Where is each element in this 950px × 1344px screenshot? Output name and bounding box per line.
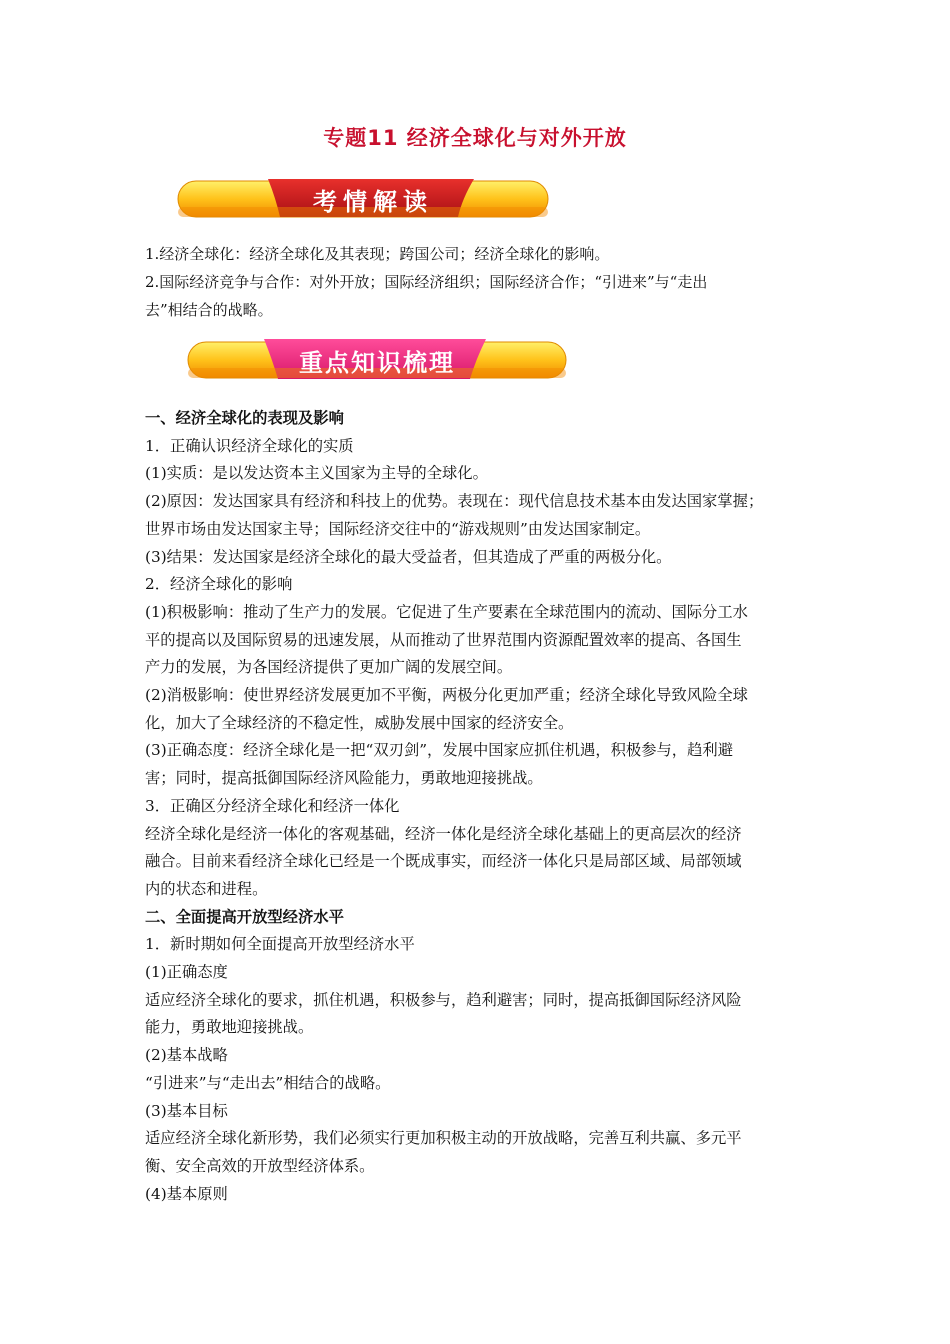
text-line: 融合。目前来看经济全球化已经是一个既成事实，而经济一体化只是局部区域、局部领域 [145,852,742,871]
section-heading: 二、全面提高开放型经济水平 [145,907,344,926]
subheading: 1．正确认识经济全球化的实质 [145,436,354,455]
text-line: 世界市场由发达国家主导；国际经济交往中的“游戏规则”由发达国家制定。 [145,519,651,538]
text-line: 内的状态和进程。 [145,879,268,898]
text-line: 平的提高以及国际贸易的迅速发展，从而推动了世界范围内资源配置效率的提高、各国生 [145,630,742,649]
intro-line: 去”相结合的战略。 [145,301,273,319]
banner-key-knowledge [186,337,568,383]
text-line: (2)消极影响：使世界经济发展更加不平衡，两极分化更加严重；经济全球化导致风险全球 [145,686,748,705]
text-line: (1)积极影响：推动了生产力的发展。它促进了生产要素在全球范围内的流动、国际分工水 [145,602,748,621]
section-heading: 一、经济全球化的表现及影响 [145,409,344,427]
text-line: 产力的发展，为各国经济提供了更加广阔的发展空间。 [145,658,513,677]
text-line: 适应经济全球化的要求，抓住机遇，积极参与，趋利避害；同时，提高抵御国际经济风险 [145,990,742,1009]
text-line: (1)正确态度 [145,963,228,982]
text-line: 能力，勇敢地迎接挑战。 [145,1018,314,1037]
banner-exam-analysis [176,177,550,221]
intro-line: 1.经济全球化：经济全球化及其表现；跨国公司；经济全球化的影响。 [145,245,610,263]
text-line: (1)实质：是以发达资本主义国家为主导的全球化。 [145,464,488,483]
content-body [145,405,827,1208]
page-title: 专题11 经济全球化与对外开放 [323,126,627,150]
banner-label: 考情解读 [313,187,433,216]
intro-section [145,240,825,324]
text-line: (3)正确态度：经济全球化是一把“双刃剑”，发展中国家应抓住机遇，积极参与，趋利避 [145,741,733,760]
text-line: 化，加大了全球经济的不稳定性，威胁发展中国家的经济安全。 [145,713,574,732]
text-line: 衡、安全高效的开放型经济体系。 [145,1156,375,1175]
subheading: 3．正确区分经济全球化和经济一体化 [145,796,400,815]
text-line: “引进来”与“走出去”相结合的战略。 [145,1073,391,1092]
text-line: 适应经济全球化新形势，我们必须实行更加积极主动的开放战略，完善互利共赢、多元平 [145,1129,742,1148]
intro-line: 2.国际经济竞争与合作：对外开放；国际经济组织；国际经济合作；“引进来”与“走出 [145,273,708,291]
banner-label: 重点知识梳理 [299,348,455,377]
subheading: 1．新时期如何全面提高开放型经济水平 [145,935,415,954]
subheading: 2．经济全球化的影响 [145,575,293,594]
text-line: (3)基本目标 [145,1101,228,1120]
text-line: 害；同时，提高抵御国际经济风险能力，勇敢地迎接挑战。 [145,769,543,788]
text-line: (2)原因：发达国家具有经济和科技上的优势。表现在：现代信息技术基本由发达国家掌握； [145,492,764,511]
text-line: (4)基本原则 [145,1184,228,1203]
text-line: (3)结果：发达国家是经济全球化的最大受益者，但其造成了严重的两极分化。 [145,547,672,566]
text-line: (2)基本战略 [145,1046,228,1065]
text-line: 经济全球化是经济一体化的客观基础，经济一体化是经济全球化基础上的更高层次的经济 [145,824,742,843]
